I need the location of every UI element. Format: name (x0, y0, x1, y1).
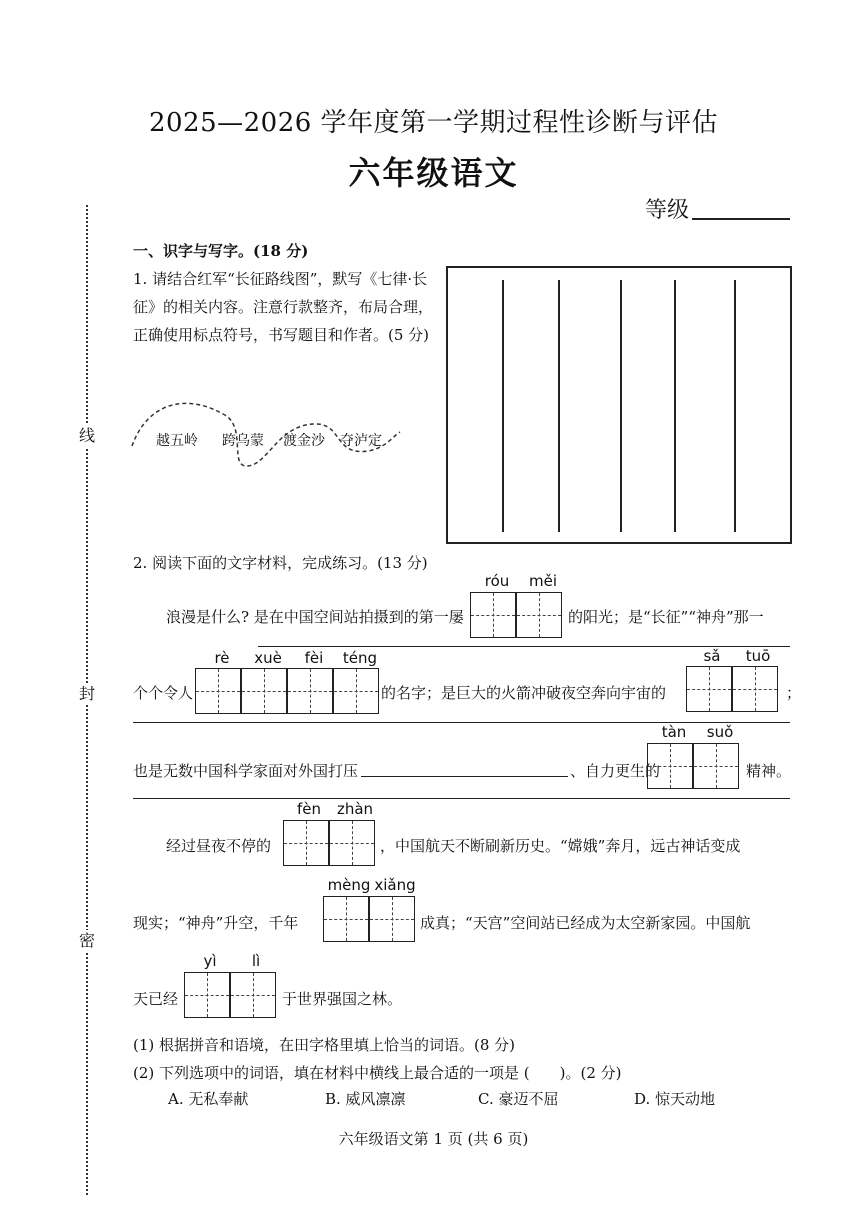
passage-text: ； (786, 684, 802, 702)
pinyin: fèn (296, 800, 322, 818)
sub-question-1: (1) 根据拼音和语境，在田字格里填上恰当的词语。(8 分) (133, 1036, 516, 1054)
route-label: 越五岭 (156, 433, 198, 449)
margin-char-mi: 密 (76, 930, 98, 952)
route-label: 跨乌蒙 (222, 433, 264, 449)
route-label: 夺泸定 (340, 433, 382, 449)
tian-grid-box[interactable] (241, 668, 287, 714)
section-heading: 一、识字与写字。(18 分) (133, 242, 309, 260)
pinyin: yì (203, 952, 217, 970)
tian-grid-box[interactable] (184, 972, 230, 1018)
pinyin: mèng (327, 876, 371, 894)
exam-title: 2025—2026 学年度第一学期过程性诊断与评估 (148, 108, 719, 138)
margin-char-xian: 线 (76, 425, 98, 447)
writing-line (674, 280, 676, 532)
pinyin: měi (528, 572, 557, 590)
pinyin: tàn (661, 723, 687, 741)
option-a[interactable]: A. 无私奉献 (168, 1090, 249, 1108)
pinyin: sǎ (703, 647, 721, 665)
pinyin: rè (214, 649, 230, 667)
pinyin: zhàn (336, 800, 374, 818)
writing-line (558, 280, 560, 532)
pinyin: xuè (254, 649, 282, 667)
exam-subtitle: 六年级语文 (348, 154, 519, 192)
tian-grid-box[interactable] (686, 666, 732, 712)
writing-box[interactable] (446, 266, 792, 544)
tian-grid-box[interactable] (323, 896, 369, 942)
tian-grid-box[interactable] (369, 896, 415, 942)
pinyin: fèi (304, 649, 324, 667)
tian-grid-box[interactable] (516, 592, 562, 638)
tian-grid-box[interactable] (333, 668, 379, 714)
tian-grid-box[interactable] (732, 666, 778, 712)
pinyin: suǒ (706, 723, 734, 741)
route-label: 渡金沙 (283, 433, 325, 449)
pinyin: róu (484, 572, 510, 590)
option-c[interactable]: C. 豪迈不屈 (478, 1090, 559, 1108)
margin-char-feng: 封 (76, 683, 98, 705)
tian-grid-box[interactable] (195, 668, 241, 714)
writing-line (620, 280, 622, 532)
passage-text: 的阳光；是“长征”“神舟”那一 (568, 608, 764, 626)
pinyin: téng (342, 649, 378, 667)
passage-text: 的名字；是巨大的火箭冲破夜空奔向宇宙的 (381, 684, 667, 702)
grade-blank[interactable] (692, 218, 790, 220)
tian-grid-box[interactable] (693, 743, 739, 789)
passage-text: 成真；“天宫”空间站已经成为太空新家园。中国航 (420, 914, 751, 932)
passage-text: 精神。 (746, 762, 792, 780)
passage-text: ，中国航天不断刷新历史。“嫦娥”奔月，远古神话变成 (380, 837, 741, 855)
answer-blank[interactable] (361, 776, 568, 777)
passage-text: 、自力更生的 (570, 762, 661, 780)
pinyin: tuō (745, 647, 771, 665)
tian-grid-box[interactable] (470, 592, 516, 638)
grade-label: 等级 (645, 198, 690, 223)
tian-grid-box[interactable] (329, 820, 375, 866)
passage-text: 现实；“神舟”升空，千年 (133, 914, 299, 932)
writing-line (502, 280, 504, 532)
pinyin: lì (251, 952, 261, 970)
tian-grid-box[interactable] (283, 820, 329, 866)
option-b[interactable]: B. 威风凛凛 (325, 1090, 406, 1108)
sub-question-2: (2) 下列选项中的词语，填在材料中横线上最合适的一项是 ( )。(2 分) (133, 1064, 622, 1082)
tian-grid-box[interactable] (230, 972, 276, 1018)
page-footer: 六年级语文第 1 页 (共 6 页) (338, 1130, 529, 1148)
tian-grid-box[interactable] (287, 668, 333, 714)
text-rule (133, 798, 790, 799)
pinyin: xiǎng (374, 876, 416, 894)
passage-text: 也是无数中国科学家面对外国打压 (133, 762, 359, 780)
question-2-heading: 2. 阅读下面的文字材料，完成练习。(13 分) (133, 554, 428, 572)
passage-text: 于世界强国之林。 (282, 990, 403, 1008)
passage-text: 个个令人 (133, 684, 194, 702)
passage-text: 经过昼夜不停的 (166, 837, 272, 855)
option-d[interactable]: D. 惊天动地 (634, 1090, 716, 1108)
tian-grid-box[interactable] (647, 743, 693, 789)
question-1-text: 1. 请结合红军“长征路线图”，默写《七律·长征》的相关内容。注意行款整齐，布局合理，正确使用标点符号，书写题目和作者。(5 分) (133, 270, 434, 344)
passage-text: 浪漫是什么? 是在中国空间站拍摄到的第一屡 (166, 608, 464, 626)
passage-text: 天已经 (133, 990, 179, 1008)
writing-line (734, 280, 736, 532)
